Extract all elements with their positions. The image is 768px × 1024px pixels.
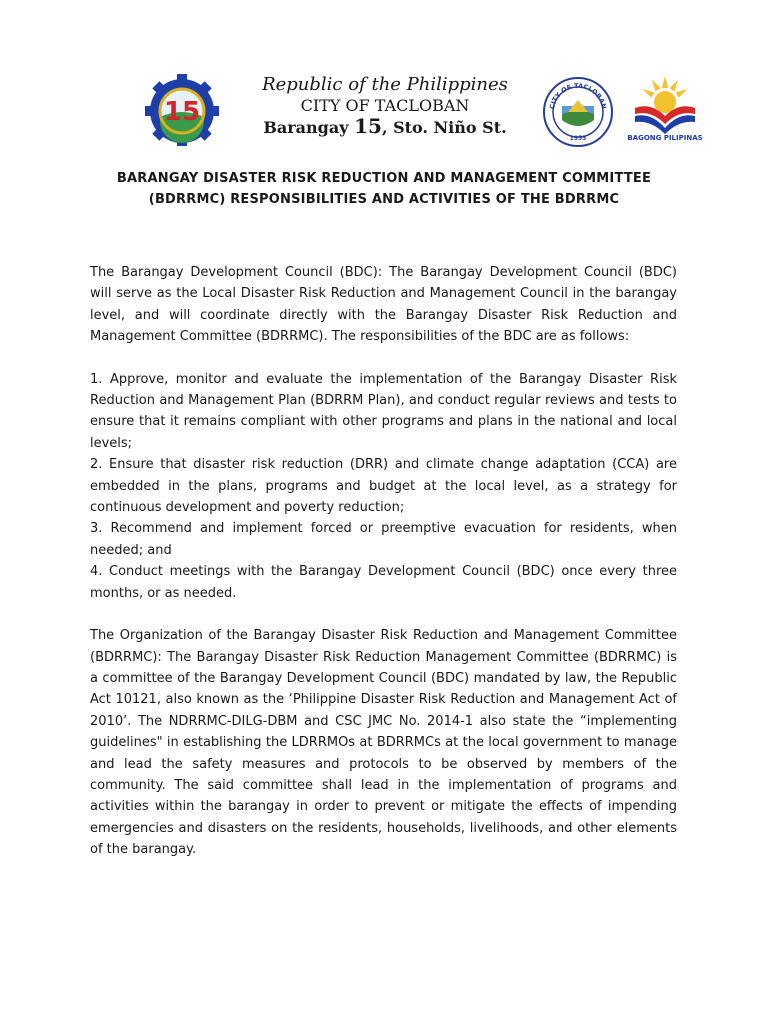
letterhead [240,74,530,139]
organization-paragraph: The Organization of the Barangay Disaster Risk Reduction and Management Committee (BDRRMC): The Barangay Disaster Risk Reduction Management Committee (BDRRMC) is a committee of the Barangay Development Council (BDC) mandated by law, the Republic Act 10121, also known as the ‘Philippine Disaster Risk Reduction and Management Act of 2010’. The NDRRMC-DILG-DBM and CSC JMC No. 2014-1 also state the “implementing guidelines" in establishing the LDRRMOs at BDRRMCs at the local government to manage and lead the safety measures and protocols to be observed by members of the community. The said committee shall lead in the implementation of programs and activities within the barangay in order to prevent or mitigate the effects of impending emergencies and disasters on the residents, households, livelihoods, and other elements of the barangay. [90,628,677,858]
list-item: 4. Conduct meetings with the Barangay Development Council (BDC) once every three months, or as needed. [90,564,677,601]
seal-year: 1953 [569,135,587,142]
document-body [90,262,677,861]
barangay-gear-logo [140,74,240,146]
document-title: BARANGAY DISASTER RISK REDUCTION AND MANAGEMENT COMMITTEE (BDRRMC) RESPONSIBILITIES AND ACTIVITIES OF THE BDRRMC [116,171,652,207]
barangay-number: 15 [354,114,382,138]
city-line: CITY OF TACLOBAN [300,96,470,115]
barangay-suffix: , Sto. Niño St. [381,118,507,137]
barangay-line [240,115,530,139]
republic-line: Republic of the Philippines [262,74,508,95]
seal-text: CITY OF TACLOBAN [548,81,608,110]
list-item: 3. Recommend and implement forced or preemptive evacuation for residents, when needed; and [90,521,677,558]
city-seal-icon [542,76,614,148]
list-item: 2. Ensure that disaster risk reduction (DRR) and climate change adaptation (CCA) are embedded in the plans, programs and budget at the local level, as a strategy for continuous development and poverty reduction; [90,457,677,516]
bagong-pilipinas-icon [624,74,706,146]
list-item: 1. Approve, monitor and evaluate the implementation of the Barangay Disaster Risk Reduction and Management Plan (BDRRM Plan), and conduct regular reviews and tests to ensure that it remains compliant with other programs and plans in the national and local levels; [90,371,677,451]
logo-number: 15 [163,97,201,127]
bagong-text: BAGONG PILIPINAS [627,134,703,142]
intro-paragraph: The Barangay Development Council (BDC): The Barangay Development Council (BDC) will serve as the Local Disaster Risk Reduction and Management Council in the barangay level, and will coordinate directly with the Barangay Disaster Risk Reduction and Management Committee (BDRRMC). The responsibilities of the BDC are as follows: [90,265,677,345]
barangay-prefix: Barangay [263,118,355,137]
